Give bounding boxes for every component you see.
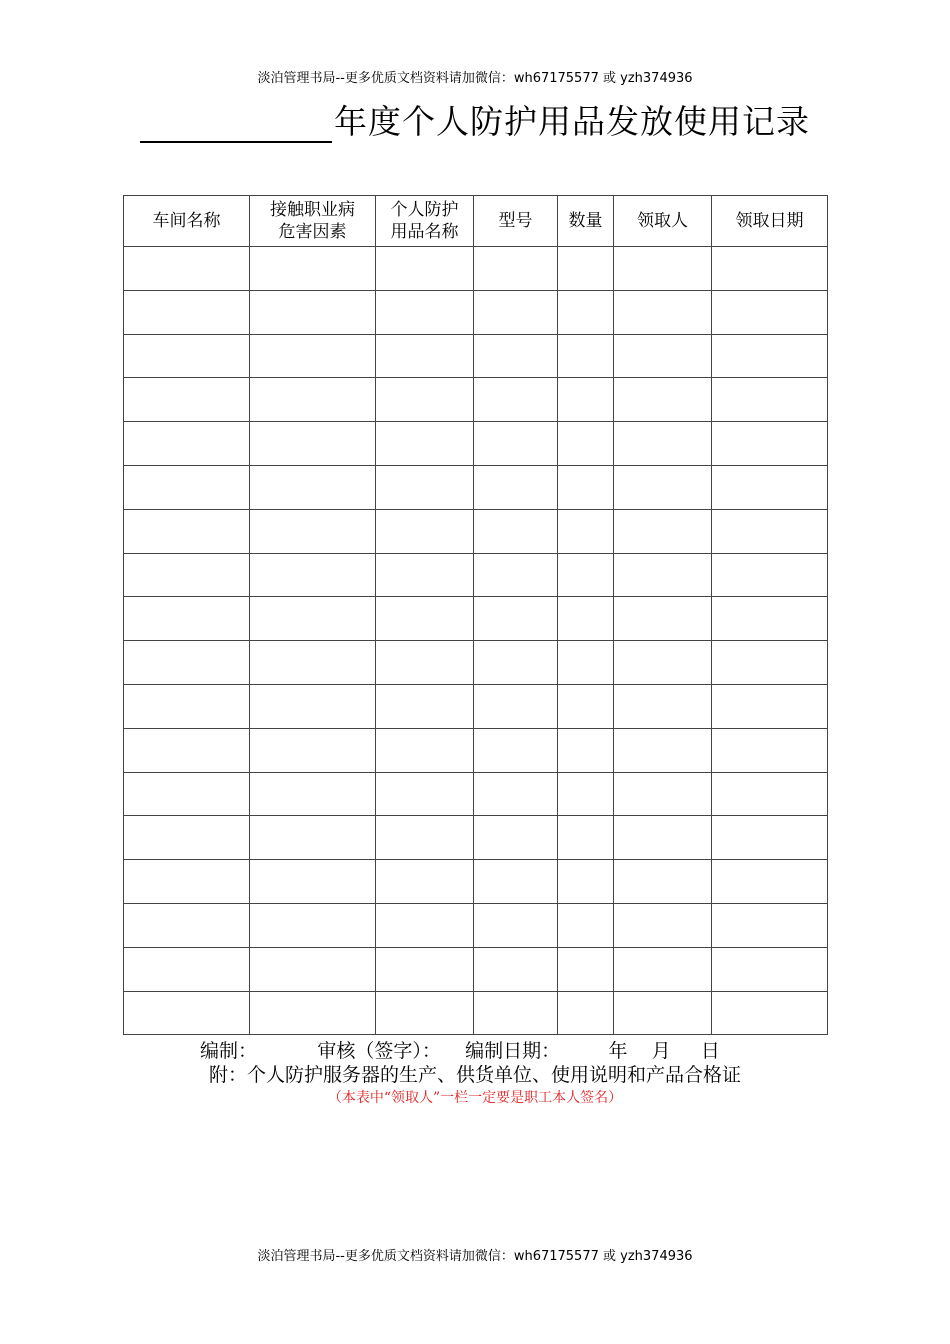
table-cell[interactable] — [614, 465, 712, 509]
table-cell[interactable] — [250, 597, 376, 641]
table-cell[interactable] — [250, 641, 376, 685]
table-cell[interactable] — [250, 247, 376, 291]
table-cell[interactable] — [558, 684, 614, 728]
table-cell[interactable] — [250, 728, 376, 772]
table-cell[interactable] — [250, 947, 376, 991]
table-cell[interactable] — [250, 465, 376, 509]
table-cell[interactable] — [712, 728, 828, 772]
table-cell[interactable] — [614, 641, 712, 685]
table-cell[interactable] — [558, 247, 614, 291]
table-cell[interactable] — [376, 641, 474, 685]
table-cell[interactable] — [712, 290, 828, 334]
table-row — [124, 553, 828, 597]
table-cell[interactable] — [712, 509, 828, 553]
table-cell[interactable] — [474, 772, 558, 816]
table-cell[interactable] — [558, 465, 614, 509]
table-cell[interactable] — [250, 422, 376, 466]
table-cell[interactable] — [712, 947, 828, 991]
table-cell[interactable] — [712, 247, 828, 291]
table-cell[interactable] — [474, 509, 558, 553]
table-cell[interactable] — [558, 641, 614, 685]
table-cell[interactable] — [614, 334, 712, 378]
review-label: 审核（签字）： — [317, 1040, 441, 1062]
table-cell[interactable] — [474, 728, 558, 772]
table-cell[interactable] — [474, 903, 558, 947]
table-cell[interactable] — [250, 860, 376, 904]
table-cell[interactable] — [614, 684, 712, 728]
day-label: 日 — [700, 1040, 720, 1062]
header-ppe-name: 个人防护 用品名称 — [376, 196, 474, 247]
attachment-note: 附：个人防护服务器的生产、供货单位、使用说明和产品合格证 — [208, 1064, 741, 1086]
table-cell[interactable] — [474, 816, 558, 860]
table-cell[interactable] — [474, 465, 558, 509]
table-row — [124, 728, 828, 772]
table-cell[interactable] — [712, 553, 828, 597]
table-row — [124, 947, 828, 991]
table-row — [124, 422, 828, 466]
table-cell[interactable] — [250, 772, 376, 816]
table-cell[interactable] — [376, 903, 474, 947]
table-cell[interactable] — [124, 553, 250, 597]
table-cell[interactable] — [474, 378, 558, 422]
table-cell[interactable] — [712, 903, 828, 947]
table-cell[interactable] — [712, 465, 828, 509]
table-row — [124, 641, 828, 685]
table-header-row — [124, 196, 828, 247]
compile-date-label: 编制日期： — [465, 1040, 561, 1062]
table-cell[interactable] — [712, 991, 828, 1035]
table-cell[interactable] — [124, 465, 250, 509]
header-receive-date: 领取日期 — [712, 196, 828, 247]
table-cell[interactable] — [558, 378, 614, 422]
header-quantity: 数量 — [558, 196, 614, 247]
table-cell[interactable] — [614, 991, 712, 1035]
table-cell[interactable] — [558, 553, 614, 597]
table-cell[interactable] — [558, 334, 614, 378]
table-row — [124, 465, 828, 509]
table-cell[interactable] — [558, 728, 614, 772]
table-cell[interactable] — [124, 597, 250, 641]
table-cell[interactable] — [614, 903, 712, 947]
table-row — [124, 509, 828, 553]
table-cell[interactable] — [376, 334, 474, 378]
table-cell[interactable] — [124, 684, 250, 728]
table-cell[interactable] — [250, 991, 376, 1035]
table-row — [124, 903, 828, 947]
header-watermark-text: 淡泊管理书局--更多优质文档资料请加微信：wh67175577 或 yzh374936 — [257, 71, 693, 86]
table-cell[interactable] — [474, 553, 558, 597]
table-cell[interactable] — [376, 772, 474, 816]
table-cell[interactable] — [250, 334, 376, 378]
table-cell[interactable] — [376, 465, 474, 509]
table-row — [124, 247, 828, 291]
table-cell[interactable] — [474, 684, 558, 728]
table-cell[interactable] — [376, 553, 474, 597]
table-cell[interactable] — [124, 334, 250, 378]
table-cell[interactable] — [124, 509, 250, 553]
table-cell[interactable] — [558, 903, 614, 947]
table-row — [124, 860, 828, 904]
year-label: 年 — [608, 1040, 628, 1062]
table-cell[interactable] — [124, 991, 250, 1035]
table-cell[interactable] — [558, 816, 614, 860]
table-cell[interactable] — [250, 378, 376, 422]
table-cell[interactable] — [558, 772, 614, 816]
title-text: 年度个人防护用品发放使用记录 — [334, 102, 810, 141]
table-cell[interactable] — [124, 378, 250, 422]
table-cell[interactable] — [474, 290, 558, 334]
table-cell[interactable] — [614, 378, 712, 422]
compiled-label: 编制： — [200, 1040, 258, 1062]
table-cell[interactable] — [124, 772, 250, 816]
table-cell[interactable] — [712, 334, 828, 378]
table-row — [124, 991, 828, 1035]
table-cell[interactable] — [250, 816, 376, 860]
table-cell[interactable] — [376, 378, 474, 422]
table-cell[interactable] — [474, 860, 558, 904]
table-cell[interactable] — [558, 991, 614, 1035]
header-model: 型号 — [474, 196, 558, 247]
table-cell[interactable] — [124, 290, 250, 334]
table-cell[interactable] — [614, 816, 712, 860]
table-cell[interactable] — [614, 728, 712, 772]
table-cell[interactable] — [712, 816, 828, 860]
table-cell[interactable] — [558, 509, 614, 553]
table-body — [124, 247, 828, 1035]
table-cell[interactable] — [376, 247, 474, 291]
table-cell[interactable] — [124, 641, 250, 685]
table-cell[interactable] — [614, 553, 712, 597]
table-cell[interactable] — [614, 597, 712, 641]
table-cell[interactable] — [712, 641, 828, 685]
table-cell[interactable] — [474, 947, 558, 991]
header-workshop: 车间名称 — [124, 196, 250, 247]
table-cell[interactable] — [474, 247, 558, 291]
record-table — [123, 195, 828, 1035]
table-cell[interactable] — [124, 860, 250, 904]
table-cell[interactable] — [614, 422, 712, 466]
document-title — [0, 96, 950, 143]
table-cell[interactable] — [376, 991, 474, 1035]
table-cell[interactable] — [614, 947, 712, 991]
table-cell[interactable] — [558, 290, 614, 334]
table-cell[interactable] — [558, 597, 614, 641]
table-row — [124, 684, 828, 728]
table-row — [124, 597, 828, 641]
table-cell[interactable] — [474, 422, 558, 466]
table-cell[interactable] — [614, 290, 712, 334]
month-label: 月 — [651, 1040, 671, 1062]
table-cell[interactable] — [712, 422, 828, 466]
table-row — [124, 378, 828, 422]
signature-requirement-note: （本表中“领取人”一栏一定要是职工本人签名） — [327, 1090, 623, 1106]
header-hazard-factor: 接触职业病 危害因素 — [250, 196, 376, 247]
table-cell[interactable] — [124, 247, 250, 291]
table-row — [124, 772, 828, 816]
table-cell[interactable] — [474, 334, 558, 378]
table-row — [124, 334, 828, 378]
table-cell[interactable] — [614, 772, 712, 816]
signature-line — [200, 1036, 720, 1063]
table-cell[interactable] — [614, 509, 712, 553]
table-cell[interactable] — [124, 947, 250, 991]
table-cell[interactable] — [250, 684, 376, 728]
table-cell[interactable] — [376, 728, 474, 772]
table-cell[interactable] — [712, 772, 828, 816]
header-recipient: 领取人 — [614, 196, 712, 247]
table-cell[interactable] — [614, 247, 712, 291]
table-cell[interactable] — [712, 378, 828, 422]
table-row — [124, 816, 828, 860]
table-cell[interactable] — [474, 597, 558, 641]
table-cell[interactable] — [474, 641, 558, 685]
footer-watermark-text: 淡泊管理书局--更多优质文档资料请加微信：wh67175577 或 yzh374936 — [257, 1249, 693, 1264]
table-cell[interactable] — [558, 422, 614, 466]
table-cell[interactable] — [124, 728, 250, 772]
table-cell[interactable] — [376, 422, 474, 466]
table-cell[interactable] — [376, 290, 474, 334]
table-cell[interactable] — [250, 553, 376, 597]
table-cell[interactable] — [376, 947, 474, 991]
table-cell[interactable] — [376, 509, 474, 553]
table-cell[interactable] — [376, 860, 474, 904]
table-cell[interactable] — [376, 597, 474, 641]
table-row — [124, 290, 828, 334]
table-cell[interactable] — [614, 860, 712, 904]
table-cell[interactable] — [712, 684, 828, 728]
table-cell[interactable] — [712, 860, 828, 904]
table-cell[interactable] — [558, 860, 614, 904]
table-cell[interactable] — [124, 422, 250, 466]
table-cell[interactable] — [250, 509, 376, 553]
table-cell[interactable] — [376, 816, 474, 860]
table-cell[interactable] — [558, 947, 614, 991]
table-cell[interactable] — [250, 903, 376, 947]
table-cell[interactable] — [250, 290, 376, 334]
table-cell[interactable] — [474, 991, 558, 1035]
year-blank-line[interactable] — [140, 107, 332, 143]
table-cell[interactable] — [712, 597, 828, 641]
table-cell[interactable] — [376, 684, 474, 728]
table-cell[interactable] — [124, 903, 250, 947]
table-cell[interactable] — [124, 816, 250, 860]
